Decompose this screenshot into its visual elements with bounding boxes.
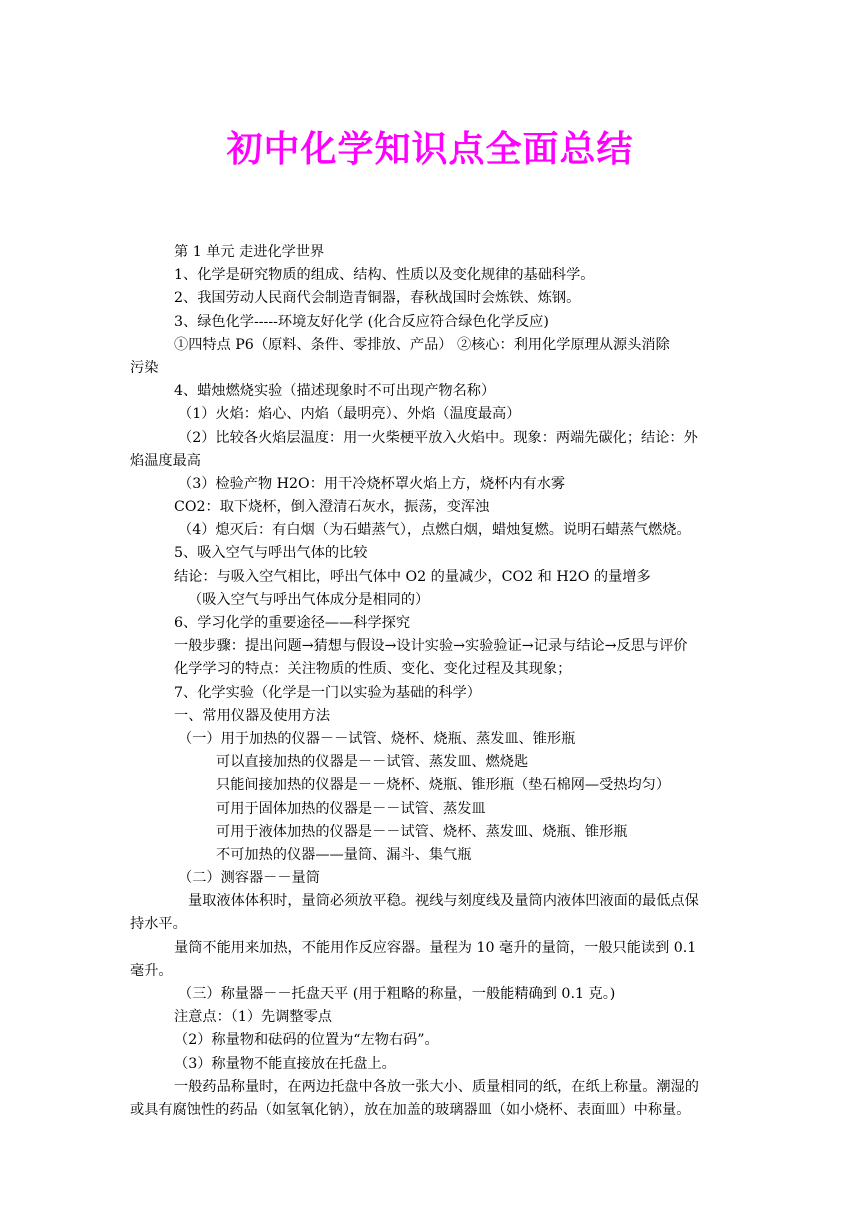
text-line: 可用于固体加热的仪器是－－试管、蒸发皿	[216, 800, 486, 817]
text-line: 可用于液体加热的仪器是－－试管、烧杯、蒸发皿、烧瓶、锥形瓶	[216, 823, 628, 840]
text-line: 量筒不能用来加热，不能用作反应容器。量程为 10 毫升的量筒，一般只能读到 0.1	[174, 939, 697, 956]
text-line: 7、化学实验（化学是一门以实验为基础的科学）	[174, 684, 481, 701]
text-line: ①四特点 P6（原料、条件、零排放、产品） ②核心：利用化学原理从源头消除	[174, 336, 670, 353]
text-line: CO2：取下烧杯，倒入澄清石灰水，振荡，变浑浊	[174, 499, 490, 516]
text-line: 一般步骤：提出问题→猜想与假设→设计实验→实验验证→记录与结论→反思与评价	[174, 638, 688, 655]
text-line: 量取液体体积时，量筒必须放平稳。视线与刻度线及量筒内液体凹液面的最低点保	[188, 893, 699, 910]
text-line: （吸入空气与呼出气体成分是相同的）	[188, 591, 430, 608]
text-line: 持水平。	[130, 916, 187, 933]
document-title: 初中化学知识点全面总结	[226, 129, 634, 170]
text-line: （1）火焰：焰心、内焰（最明亮）、外焰（温度最高）	[178, 406, 521, 423]
text-line: 只能间接加热的仪器是－－烧杯、烧瓶、锥形瓶（垫石棉网—受热均匀）	[216, 777, 671, 794]
text-line: （三）称量器－－托盘天平 (用于粗略的称量，一般能精确到 0.1 克。)	[178, 986, 616, 1002]
text-line: 焰温度最高	[130, 452, 201, 469]
text-line: 化学学习的特点：关注物质的性质、变化、变化过程及其现象；	[174, 661, 572, 678]
text-line: 不可加热的仪器——量筒、漏斗、集气瓶	[216, 846, 472, 863]
text-line: 3、绿色化学-----环境友好化学 (化合反应符合绿色化学反应)	[174, 313, 549, 330]
text-line: （二）测容器－－量筒	[178, 870, 320, 887]
text-line: 一、常用仪器及使用方法	[174, 707, 331, 724]
text-line: （2）称量物和砝码的位置为“左物右码”。	[174, 1032, 439, 1049]
text-line: 5、吸入空气与呼出气体的比较	[174, 545, 368, 562]
document-body	[130, 241, 730, 1122]
text-line: 第 1 单元 走进化学世界	[174, 244, 325, 260]
text-line: 2、我国劳动人民商代会制造青铜器，春秋战国时会炼铁、炼钢。	[174, 290, 581, 307]
text-line: 可以直接加热的仪器是－－试管、蒸发皿、燃烧匙	[216, 754, 529, 771]
text-line: 注意点：（1）先调整零点	[174, 1009, 332, 1026]
text-line: （2）比较各火焰层温度：用一火柴梗平放入火焰中。现象：两端先碳化；结论：外	[178, 429, 698, 446]
text-line: 1、化学是研究物质的组成、结构、性质以及变化规律的基础科学。	[174, 267, 595, 284]
text-line: （3）检验产物 H2O：用干冷烧杯罩火焰上方，烧杯内有水雾	[178, 475, 566, 492]
text-line: （4）熄灭后：有白烟（为石蜡蒸气），点燃白烟，蜡烛复燃。说明石蜡蒸气燃烧。	[178, 522, 691, 539]
text-line: 或具有腐蚀性的药品（如氢氧化钠），放在加盖的玻璃器皿（如小烧杯、表面皿）中称量。	[130, 1101, 691, 1118]
text-line: 毫升。	[130, 962, 173, 979]
text-line: 结论：与吸入空气相比，呼出气体中 O2 的量减少，CO2 和 H2O 的量增多	[174, 568, 651, 585]
text-line: （一）用于加热的仪器－－试管、烧杯、烧瓶、蒸发皿、锥形瓶	[178, 730, 576, 747]
text-line: 4、蜡烛燃烧实验（描述现象时不可出现产物名称）	[174, 383, 496, 400]
text-line: 污染	[130, 359, 159, 376]
text-line: 6、学习化学的重要途径——科学探究	[174, 615, 411, 631]
text-line: 一般药品称量时，在两边托盘中各放一张大小、质量相同的纸，在纸上称量。潮湿的	[174, 1078, 699, 1095]
text-line: （3）称量物不能直接放在托盘上。	[174, 1055, 396, 1072]
